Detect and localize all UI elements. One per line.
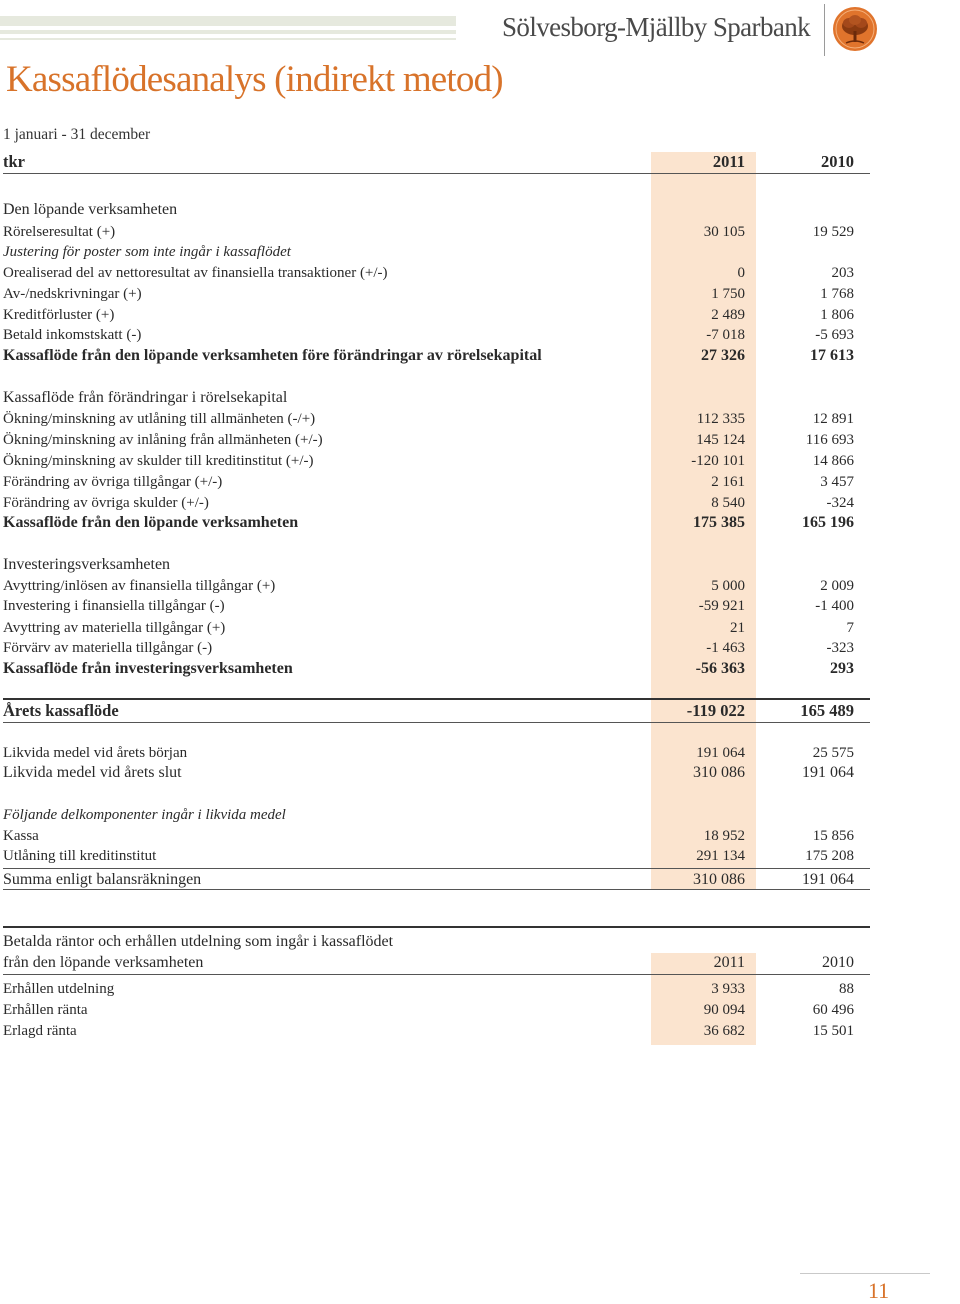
value-2011: -1 463: [706, 640, 745, 656]
row-label: Erhållen utdelning: [3, 981, 115, 997]
value-2010: 191 064: [802, 764, 854, 781]
row-label: Avyttring/inlösen av finansiella tillgångar (+): [3, 578, 276, 594]
value-2011: 175 385: [693, 514, 745, 531]
value-2010: 165 489: [800, 701, 854, 720]
value-2010: 1 768: [820, 286, 854, 302]
table-row: [3, 1000, 869, 1020]
section-title: Följande delkomponenter ingår i likvida medel: [3, 807, 286, 823]
row-label: Kassaflöde från den löpande verksamheten före förändringar av rörelsekapital: [3, 347, 542, 364]
value-2010: 293: [830, 660, 854, 677]
row-label: Ökning/minskning av inlåning från allmänheten (+/-): [3, 432, 323, 448]
subtotal-row: [3, 513, 869, 533]
year-current-header: 2011: [713, 954, 745, 971]
year-cashflow-row: [3, 701, 869, 721]
row-label: Av-/nedskrivningar (+): [3, 286, 142, 302]
table-row: [3, 1021, 869, 1041]
summary-row: [3, 870, 869, 890]
table-row: [3, 638, 869, 658]
row-label: Förvärv av materiella tillgångar (-): [3, 640, 213, 656]
value-2010: 19 529: [812, 224, 854, 240]
row-label: Förändring av övriga skulder (+/-): [3, 495, 209, 511]
header-decor-bar: [0, 30, 456, 34]
table-row: [3, 430, 869, 450]
total-rule: [3, 868, 870, 869]
value-2011: 310 086: [693, 764, 745, 781]
row-label: Summa enligt balansräkningen: [3, 871, 202, 888]
value-2010: 116 693: [805, 432, 854, 448]
row-label: Kassaflöde från den löpande verksamheten: [3, 514, 299, 531]
value-2010: 12 891: [812, 411, 854, 427]
table-row: [3, 472, 869, 492]
row-label: Rörelseresultat (+): [3, 224, 116, 240]
page-number: 11: [868, 1278, 890, 1303]
table-row: [3, 576, 869, 596]
value-2011: 8 540: [711, 495, 745, 511]
value-2010: 15 856: [812, 828, 854, 844]
row-label: Investering i finansiella tillgångar (-): [3, 598, 225, 614]
row-label: Årets kassaflöde: [3, 701, 119, 720]
value-2010: 2 009: [820, 578, 854, 594]
value-2010: 88: [839, 981, 854, 997]
value-2010: 3 457: [820, 474, 854, 490]
table-row: [3, 284, 869, 304]
table-row: [3, 743, 869, 763]
table-row: [3, 409, 869, 429]
row-label: Justering för poster som inte ingår i kassaflödet: [3, 244, 291, 260]
table-row: [3, 222, 869, 242]
value-2010: 25 575: [812, 745, 854, 761]
row-label: Utlåning till kreditinstitut: [3, 848, 157, 864]
row-label: Kassa: [3, 828, 39, 844]
total-rule: [3, 698, 870, 700]
value-2010: -1 400: [815, 598, 854, 614]
unit-label: tkr: [3, 152, 25, 171]
table-row: [3, 618, 869, 638]
bank-name: Sölvesborg-Mjällby Sparbank: [502, 12, 811, 42]
year-prior-header: 2010: [822, 954, 854, 971]
section-title: Investeringsverksamheten: [3, 556, 171, 573]
value-2011: 36 682: [703, 1023, 745, 1039]
value-2011: -7 018: [706, 327, 745, 343]
value-2010: 165 196: [802, 514, 854, 531]
table-row: [3, 493, 869, 513]
value-2011: 1 750: [711, 286, 745, 302]
table-row: [3, 826, 869, 846]
value-2011: 18 952: [703, 828, 745, 844]
value-2010: 15 501: [812, 1023, 854, 1039]
total-rule: [3, 722, 870, 723]
table-row: [3, 242, 869, 262]
value-2011: 2 161: [711, 474, 745, 490]
page-number-rule: [800, 1273, 930, 1274]
table-row: [3, 305, 869, 325]
table-row: [3, 846, 869, 866]
value-2011: 27 326: [701, 347, 745, 364]
value-2011: 90 094: [703, 1002, 745, 1018]
row-label: Avyttring av materiella tillgångar (+): [3, 620, 226, 636]
value-2010: -324: [826, 495, 854, 511]
row-label: Likvida medel vid årets slut: [3, 764, 182, 781]
row-label: Orealiserad del av nettoresultat av finansiella transaktioner (+/-): [3, 265, 388, 281]
period-label: 1 januari - 31 december: [3, 126, 151, 143]
subtotal-row: [3, 659, 869, 679]
value-2011: 191 064: [696, 745, 745, 761]
section-title: från den löpande verksamheten 2011 2010: [3, 954, 854, 971]
table-row: [3, 979, 869, 999]
value-2011: -119 022: [686, 701, 745, 720]
logo-divider: [824, 4, 825, 56]
value-2010: 191 064: [802, 871, 854, 888]
value-2010: -5 693: [815, 327, 854, 343]
value-2011: 30 105: [703, 224, 745, 240]
value-2010: 203: [831, 265, 854, 281]
table-row: [3, 596, 869, 616]
row-label: Erhållen ränta: [3, 1002, 88, 1018]
section-title: Den löpande verksamheten: [3, 201, 178, 218]
value-2011: 291 134: [696, 848, 745, 864]
year-current-header: 2011: [712, 152, 745, 171]
row-label: Betald inkomstskatt (-): [3, 327, 142, 343]
total-rule: [3, 889, 870, 890]
value-2010: 17 613: [810, 347, 854, 364]
value-2011: 3 933: [711, 981, 745, 997]
header-decor-bar: [0, 38, 456, 40]
row-label: Ökning/minskning av skulder till kreditinstitut (+/-): [3, 453, 314, 469]
row-label: Kassaflöde från investeringsverksamheten: [3, 660, 293, 677]
header-decor-bar: [0, 16, 456, 26]
value-2011: 145 124: [696, 432, 745, 448]
value-2011: 0: [737, 265, 745, 281]
table-row: [3, 451, 869, 471]
header-rule: [3, 974, 870, 975]
value-2011: 5 000: [711, 578, 745, 594]
value-2011: -120 101: [691, 453, 745, 469]
value-2011: 112 335: [696, 411, 745, 427]
header-rule: [3, 173, 870, 174]
row-label: Kreditförluster (+): [3, 307, 115, 323]
row-label: Förändring av övriga tillgångar (+/-): [3, 474, 223, 490]
value-2011: 310 086: [693, 871, 745, 888]
column-header-row: [3, 152, 869, 172]
value-2010: 7: [846, 620, 854, 636]
row-label: Likvida medel vid årets början: [3, 745, 188, 761]
year-prior-header: 2010: [821, 152, 854, 171]
section-title: Betalda räntor och erhållen utdelning som ingår i kassaflödet: [3, 933, 394, 950]
section-title: Kassaflöde från förändringar i rörelsekapital: [3, 389, 288, 406]
table-row: [3, 325, 869, 345]
value-2010: 14 866: [812, 453, 854, 469]
table-row: [3, 263, 869, 283]
section-rule: [3, 926, 870, 928]
row-label: Erlagd ränta: [3, 1023, 77, 1039]
table-row: [3, 763, 869, 783]
page-title: Kassaflödesanalys (indirekt metod): [6, 59, 503, 100]
value-2010: 175 208: [805, 848, 854, 864]
value-2011: -56 363: [695, 660, 745, 677]
tree-logo-icon: [832, 6, 878, 52]
value-2011: -59 921: [698, 598, 745, 614]
value-2010: 1 806: [820, 307, 854, 323]
subtotal-row: [3, 346, 869, 366]
value-2011: 2 489: [711, 307, 745, 323]
row-label: Ökning/minskning av utlåning till allmänheten (-/+): [3, 411, 316, 427]
value-2010: 60 496: [812, 1002, 854, 1018]
value-2011: 21: [730, 620, 745, 636]
value-2010: -323: [826, 640, 854, 656]
